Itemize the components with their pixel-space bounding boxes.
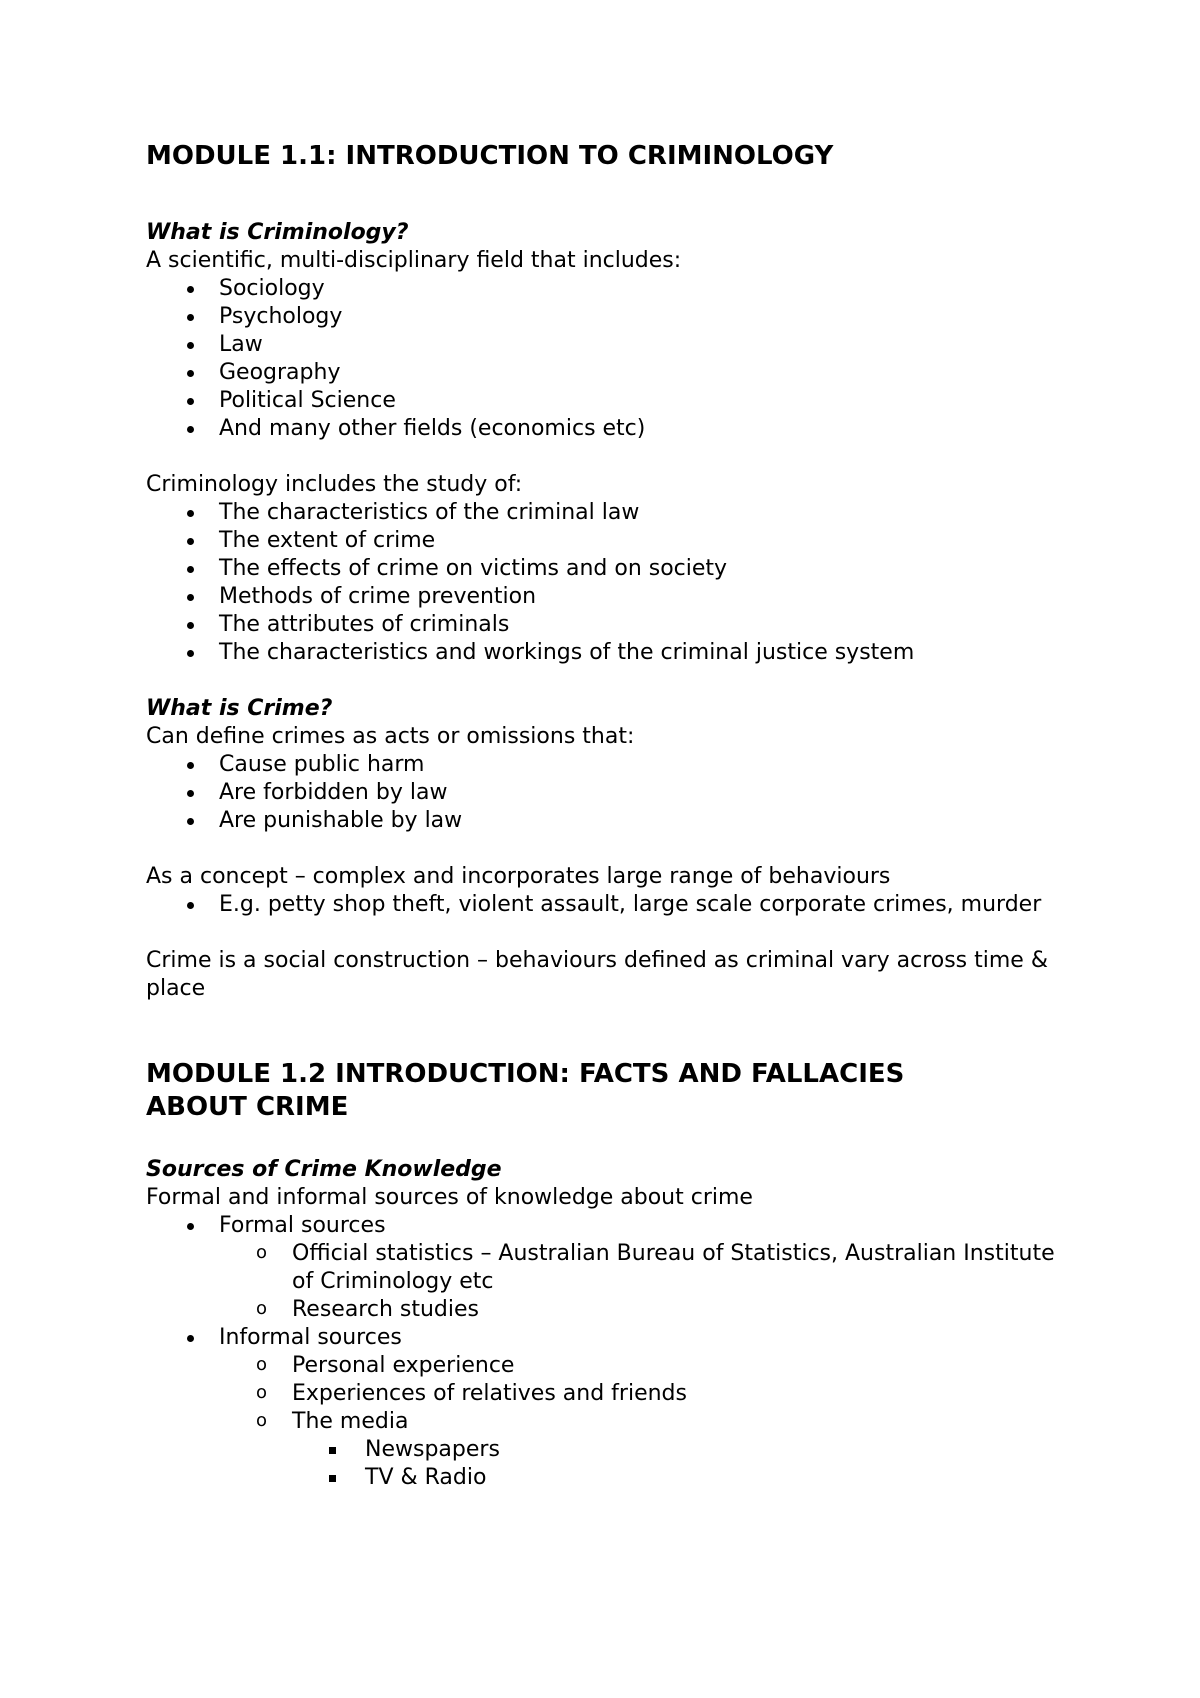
- list-item: Law: [146, 331, 1076, 359]
- list-item: Sociology: [146, 275, 1076, 303]
- list-item: o The media: [146, 1408, 1076, 1436]
- list-item: Geography: [146, 359, 1076, 387]
- list-item: Are forbidden by law: [146, 779, 1076, 807]
- list-item: Informal sources: [146, 1324, 1076, 1352]
- list-item: Newspapers: [146, 1436, 1076, 1464]
- crime-concept-text: As a concept – complex and incorporates large range of behaviours: [146, 864, 891, 889]
- list-item: o Personal experience: [146, 1352, 1076, 1380]
- what-is-criminology-heading: What is Criminology?: [146, 220, 409, 245]
- crime-definition-list: [146, 751, 1076, 835]
- crime-definition-intro: Can define crimes as acts or omissions that:: [146, 724, 635, 749]
- list-item: Formal sources: [146, 1212, 1076, 1240]
- document-page: [146, 140, 1076, 1492]
- disciplines-list: [146, 275, 1076, 443]
- list-item: Cause public harm: [146, 751, 1076, 779]
- list-item: Political Science: [146, 387, 1076, 415]
- list-item: Methods of crime prevention: [146, 583, 1076, 611]
- list-item: The characteristics and workings of the criminal justice system: [146, 639, 1076, 667]
- list-item: Psychology: [146, 303, 1076, 331]
- list-item: The characteristics of the criminal law: [146, 499, 1076, 527]
- list-item: Are punishable by law: [146, 807, 1076, 835]
- list-item: o Official statistics – Australian Bureau of Statistics, Australian Institute of Criminology etc: [146, 1240, 1076, 1296]
- list-item: The effects of crime on victims and on society: [146, 555, 1076, 583]
- list-item: E.g. petty shop theft, violent assault, large scale corporate crimes, murder: [146, 891, 1076, 919]
- list-item: o Research studies: [146, 1296, 1076, 1324]
- sources-intro: Formal and informal sources of knowledge about crime: [146, 1185, 753, 1210]
- module-1-2-title: MODULE 1.2 INTRODUCTION: FACTS AND FALLACIES ABOUT CRIME: [146, 1059, 905, 1122]
- list-item: The extent of crime: [146, 527, 1076, 555]
- sources-of-crime-knowledge-heading: Sources of Crime Knowledge: [146, 1157, 502, 1182]
- criminology-intro: A scientific, multi-disciplinary field that includes:: [146, 248, 682, 273]
- crime-examples-list: [146, 891, 1076, 919]
- list-item: TV & Radio: [146, 1464, 1076, 1492]
- what-is-crime-heading: What is Crime?: [146, 696, 333, 721]
- list-item: The attributes of criminals: [146, 611, 1076, 639]
- list-item: o Experiences of relatives and friends: [146, 1380, 1076, 1408]
- module-1-1-title: MODULE 1.1: INTRODUCTION TO CRIMINOLOGY: [146, 141, 834, 171]
- criminology-study-intro: Criminology includes the study of:: [146, 472, 523, 497]
- social-construction-text: Crime is a social construction – behaviours defined as criminal vary across time & place: [146, 948, 1048, 1001]
- study-topics-list: [146, 499, 1076, 667]
- sources-list: [146, 1212, 1076, 1492]
- list-item: And many other fields (economics etc): [146, 415, 1076, 443]
